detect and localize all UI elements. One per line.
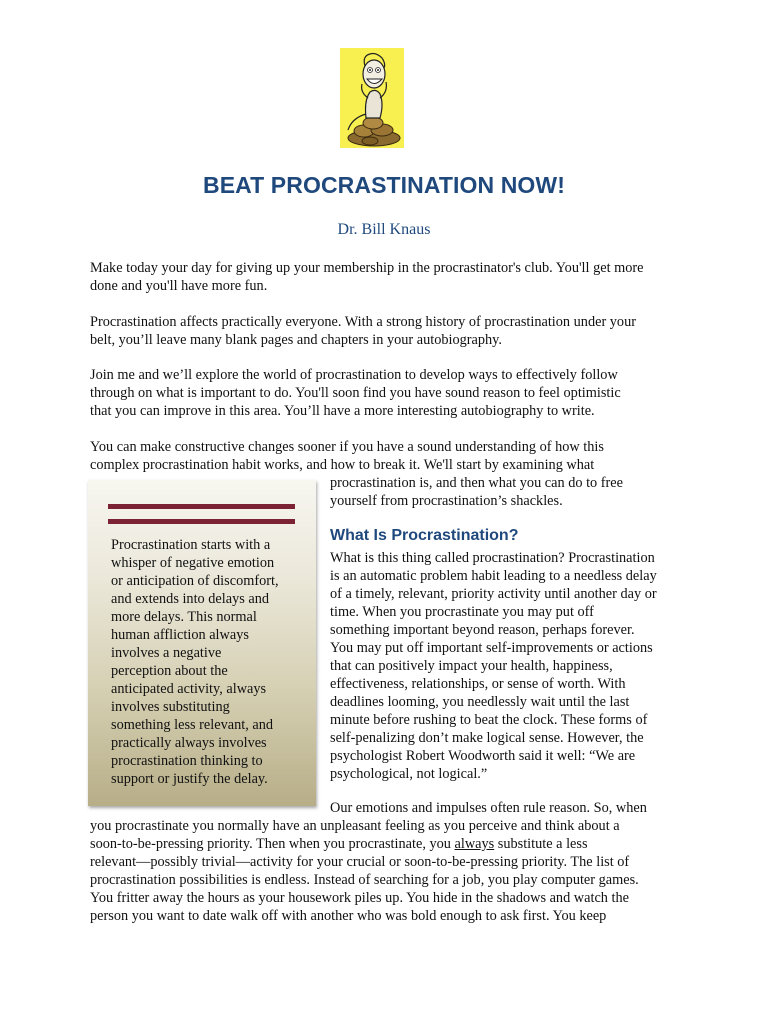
text-line: or anticipation of discomfort, xyxy=(111,573,279,589)
text-line: You may put off important self-improvements or actions xyxy=(330,640,653,656)
text-line: of a timely, relevant, priority activity until another day or xyxy=(330,586,657,602)
text-line: You fritter away the hours as your housework piles up. You hide in the shadows and watch the xyxy=(90,890,629,906)
text-line: person you want to date walk off with another who was bold enough to ask first. You keep xyxy=(90,908,607,924)
text-line: support or justify the delay. xyxy=(111,771,268,787)
text-line: You can make constructive changes sooner if you have a sound understanding of how this xyxy=(90,439,604,455)
text-line: time. When you procrastinate you may put off xyxy=(330,604,594,620)
text-line: practically always involves xyxy=(111,735,267,751)
emphasized-word: always xyxy=(454,836,495,852)
text-line: perception about the xyxy=(111,663,228,679)
text-line: that can positively impact your health, happiness, xyxy=(330,658,613,674)
text-line: procrastination is, and then what you can do to free xyxy=(330,475,623,491)
text-line: yourself from procrastination’s shackles. xyxy=(330,493,563,509)
closing-paragraph-first-line xyxy=(330,799,647,817)
author-name: Dr. Bill Knaus xyxy=(337,221,431,238)
sidebar-quote-box xyxy=(88,480,316,806)
text-fragment: substitute a less xyxy=(494,836,588,852)
text-line: through on what is important to do. You'll soon find you have sound reason to feel optimistic xyxy=(90,385,621,401)
text-line: effectiveness, relationships, or sense of worth. With xyxy=(330,676,626,692)
text-line: procrastination thinking to xyxy=(111,753,263,769)
section-body-column xyxy=(330,549,657,783)
text-line: Join me and we’ll explore the world of procrastination to develop ways to effectively follow xyxy=(90,367,618,383)
text-line: anticipated activity, always xyxy=(111,681,267,697)
sidebar-divider-bar xyxy=(108,504,295,509)
text-line: minute before rushing to beat the clock. These forms of xyxy=(330,712,648,728)
text-fragment: soon-to-be-pressing priority. Then when you procrastinate, you xyxy=(90,836,455,852)
section-heading: What Is Procrastination? xyxy=(330,527,519,544)
intro-paragraph-1 xyxy=(90,259,690,295)
text-line: What is this thing called procrastination? Procrastination xyxy=(330,550,655,566)
text-line: that you can improve in this area. You’ll have a more interesting autobiography to write. xyxy=(90,403,595,419)
text-line: belt, you’ll leave many blank pages and chapters in your autobiography. xyxy=(90,332,502,348)
text-line: Procrastination starts with a xyxy=(111,537,271,553)
document-title: BEAT PROCRASTINATION NOW! xyxy=(203,172,565,198)
text-line: you procrastinate you normally have an unpleasant feeling as you perceive and think about a xyxy=(90,818,620,834)
cartoon-character-on-rock-pile-icon xyxy=(340,48,404,148)
text-line: more delays. This normal xyxy=(111,609,257,625)
intro-paragraph-4-continuation xyxy=(330,474,623,510)
sidebar-quote-text xyxy=(111,536,311,787)
intro-paragraph-4 xyxy=(90,438,690,474)
intro-paragraph-3 xyxy=(90,366,690,420)
text-line: relevant—possibly trivial—activity for your crucial or soon-to-be-pressing priority. The list of xyxy=(90,854,630,870)
sidebar-divider-bar xyxy=(108,519,295,524)
text-line: deadlines looming, you needlessly wait until the last xyxy=(330,694,630,710)
text-line: psychological, not logical.” xyxy=(330,766,488,782)
text-line xyxy=(90,835,690,853)
text-line: is an automatic problem habit leading to a needless delay xyxy=(330,568,657,584)
text-line: Make today your day for giving up your membership in the procrastinator's club. You'll get more xyxy=(90,260,644,276)
text-line: something less relevant, and xyxy=(111,717,273,733)
text-line: self-penalizing don’t make logical sense. However, the xyxy=(330,730,644,746)
text-line: procrastination possibilities is endless. Instead of searching for a job, you play computer games. xyxy=(90,872,639,888)
intro-paragraph-2 xyxy=(90,313,690,349)
text-line: complex procrastination habit works, and how to break it. We'll start by examining what xyxy=(90,457,595,473)
text-line: involves substituting xyxy=(111,699,230,715)
text-line: done and you'll have more fun. xyxy=(90,278,268,294)
text-line: Procrastination affects practically everyone. With a strong history of procrastination under your xyxy=(90,314,636,330)
text-line: and extends into delays and xyxy=(111,591,270,607)
text-line: psychologist Robert Woodworth said it well: “We are xyxy=(330,748,636,764)
text-line: something important beyond reason, perhaps forever. xyxy=(330,622,635,638)
text-line: whisper of negative emotion xyxy=(111,555,275,571)
text-line: Our emotions and impulses often rule reason. So, when xyxy=(330,800,647,816)
closing-paragraph xyxy=(90,817,690,925)
text-line: human affliction always xyxy=(111,627,249,643)
text-line: involves a negative xyxy=(111,645,222,661)
